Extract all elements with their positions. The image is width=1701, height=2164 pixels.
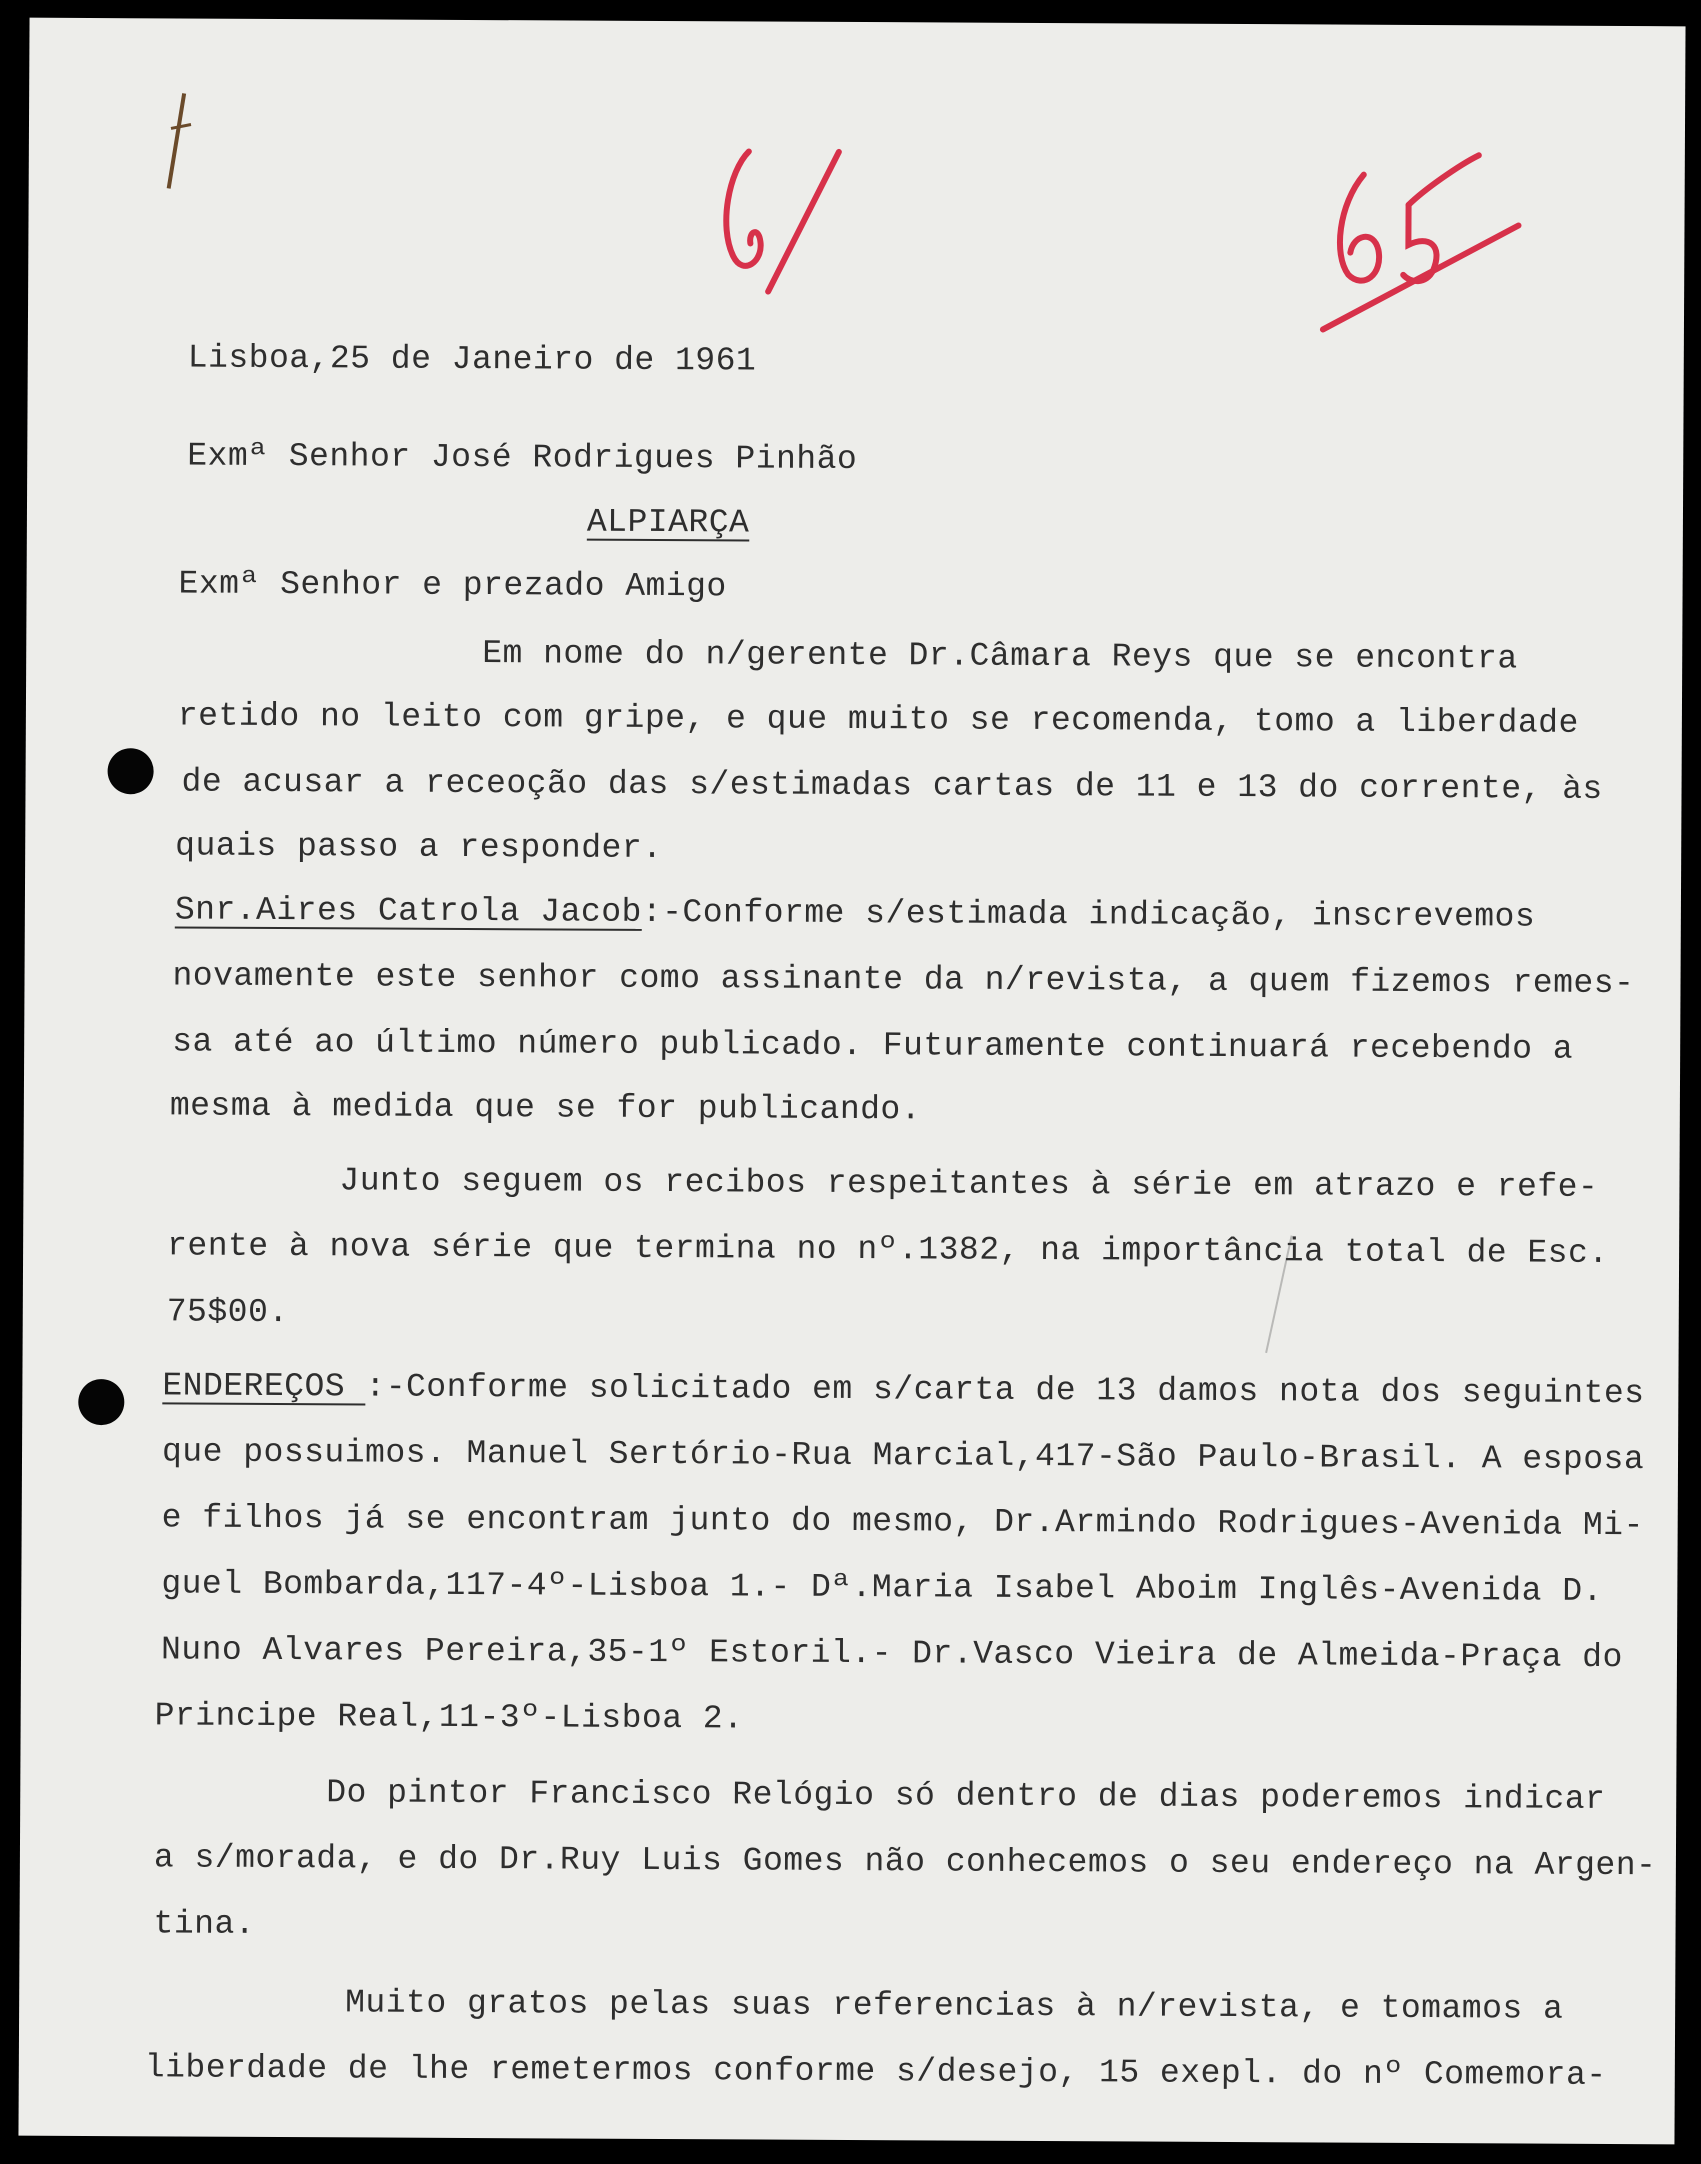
body-line: a s/morada, e do Dr.Ruy Luis Gomes não conhecemos o seu endereço na Argen- [153, 1839, 1657, 1885]
body-line-with-heading [175, 890, 1536, 937]
pen-mark-icon [159, 88, 200, 198]
body-line: quais passo a responder. [175, 827, 663, 868]
body-line: Junto seguem os recibos respeitantes à série em atrazo e refe- [339, 1162, 1599, 1206]
punch-hole-upper [107, 748, 153, 794]
letter-place: ALPIARÇA [586, 503, 750, 542]
letter-date: Lisboa,25 de Janeiro de 1961 [187, 339, 757, 380]
body-line: 75$00. [166, 1293, 289, 1332]
body-line: Muito gratos pelas suas referencias à n/revista, e tomamos a [345, 1984, 1564, 2028]
body-line-with-heading [162, 1366, 1644, 1414]
section-heading-enderecos: ENDEREÇOS [162, 1367, 366, 1406]
letter-salutation: Exmª Senhor e prezado Amigo [178, 565, 727, 606]
body-line: Do pintor Francisco Relógio só dentro de dias poderemos indicar [326, 1774, 1606, 1818]
body-line: novamente este senhor como assinante da n/revista, a quem fizemos remes- [172, 957, 1635, 1003]
section-heading-aires: Snr.Aires Catrola Jacob [174, 891, 642, 931]
body-line: e filhos já se encontram junto do mesmo, Dr.Armindo Rodrigues-Avenida Mi- [161, 1499, 1644, 1545]
body-line: Em nome do n/gerente Dr.Câmara Reys que se encontra [482, 635, 1518, 678]
body-line: que possuimos. Manuel Sertório-Rua Marcial,417-São Paulo-Brasil. A esposa [161, 1433, 1645, 1479]
body-line: tina. [153, 1905, 256, 1943]
body-line-text: :-Conforme s/estimada indicação, inscrevemos [641, 893, 1536, 936]
body-line-text: :-Conforme solicitado em s/carta de 13 damos nota dos seguintes [365, 1368, 1645, 1413]
body-line: de acusar a receoção das s/estimadas cartas de 11 e 13 do corrente, às [181, 763, 1603, 808]
letter-page [18, 18, 1685, 2145]
red-c-mark-icon [688, 131, 869, 312]
body-line: retido no leito com gripe, e que muito se recomenda, tomo a liberdade [177, 697, 1579, 742]
body-line: guel Bombarda,117-4º-Lisboa 1.- Dª.Maria Isabel Aboim Inglês-Avenida D. [161, 1565, 1603, 1610]
letter-recipient: Exmª Senhor José Rodrigues Pinhão [187, 437, 858, 479]
body-line: Principe Real,11-3º-Lisboa 2. [154, 1697, 744, 1738]
body-line: sa até ao último número publicado. Futuramente continuará recebendo a [172, 1023, 1574, 1068]
red-number-65-icon [1318, 134, 1559, 335]
body-line: rente à nova série que termina no nº.1382, na importância total de Esc. [167, 1227, 1609, 1272]
body-line: liberdade de lhe remetermos conforme s/desejo, 15 exepl. do nº Comemora- [144, 2049, 1607, 2094]
punch-hole-lower [78, 1379, 124, 1425]
body-line: Nuno Alvares Pereira,35-1º Estoril.- Dr.Vasco Vieira de Almeida-Praça do [160, 1631, 1623, 1677]
body-line: mesma à medida que se for publicando. [169, 1087, 922, 1129]
